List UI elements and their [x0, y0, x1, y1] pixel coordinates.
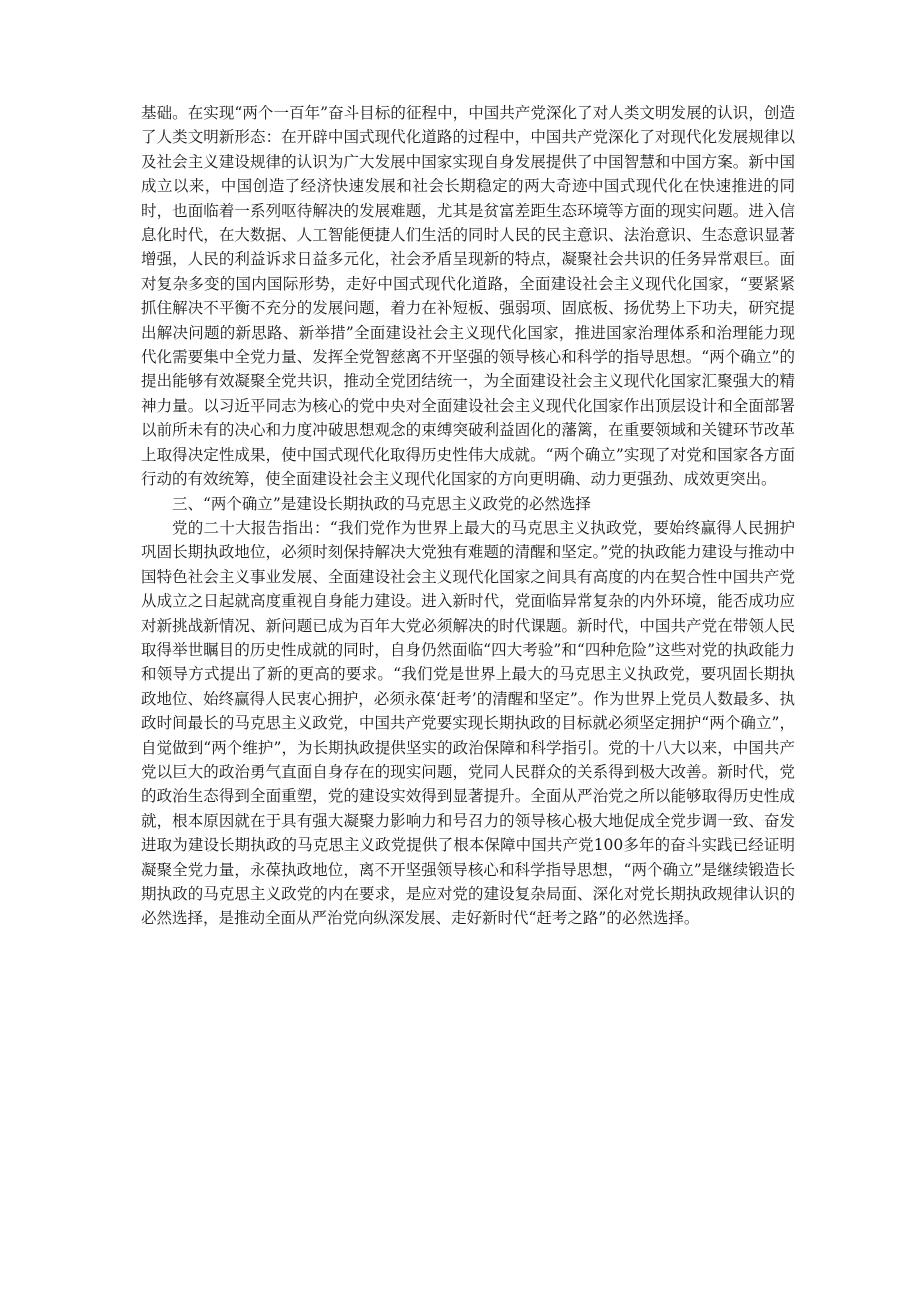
body-paragraph: 党的二十大报告指出：“我们党作为世界上最大的马克思主义执政党，要始终赢得人民拥护巩固长期执政地位，必须时刻保持解决大党独有难题的清醒和坚定。”党的执政能力建设与推动中国特色社会主义事业发展、全面建设社会主义现代化国家之间具有高度的内在契合性中国共产党从成立之日起就高度重视自身能力建设。进入新时代，党面临异常复杂的内外环境，能否成功应对新挑战新情况、新问题已成为百年大党必须解决的时代课题。新时代，中国共产党在带领人民取得举世瞩目的历史性成就的同时，自身仍然面临“四大考验”和“四种危险”这些对党的执政能力和领导方式提出了新的更高的要求。“我们党是世界上最大的马克思主义执政党，要巩固长期执政地位、始终赢得人民衷心拥护，必须永葆‘赶考’的清醒和坚定”。作为世界上党员人数最多、执政时间最长的马克思主义政党，中国共产党要实现长期执政的目标就必须坚定拥护“两个确立”，自觉做到“两个维护”，为长期执政提供坚实的政治保障和科学指引。党的十八大以来，中国共产党以巨大的政治勇气直面自身存在的现实问题，党同人民群众的关系得到极大改善。新时代，党的政治生态得到全面重塑，党的建设实效得到显著提升。全面从严治党之所以能够取得历史性成就，根本原因就在于具有强大凝聚力影响力和号召力的领导核心极大地促成全党步调一致、奋发进取为建设长期执政的马克思主义政党提供了根本保障中国共产党100多年的奋斗实践已经证明凝聚全党力量，永葆执政地位，离不开坚强领导核心和科学指导思想，“两个确立”是继续锻造长期执政的马克思主义政党的内在要求，是应对党的建设复杂局面、深化对党长期执政规律认识的必然选择，是推动全面从严治党向纵深发展、走好新时代“赶考之路”的必然选择。: [141, 518, 795, 928]
document-body: [141, 101, 795, 931]
section-heading: 三、“两个确立”是建设长期执政的马克思主义政党的必然选择: [172, 494, 591, 513]
body-paragraph: 基础。在实现“两个一百年”奋斗目标的征程中，中国共产党深化了对人类文明发展的认识，创造了人类文明新形态：在开辟中国式现代化道路的过程中，中国共产党深化了对现代化发展规律以及社会主义建设规律的认识为广大发展中国家实现自身发展提供了中国智慧和中国方案。新中国成立以来，中国创造了经济快速发展和社会长期稳定的两大奇迹中国式现代化在快速推进的同时，也面临着一系列呕待解决的发展难题，尤其是贫富差距生态环境等方面的现实问题。进入信息化时代，在大数据、人工智能便捷人们生活的同时人民的民主意识、法治意识、生态意识显著增强，人民的利益诉求日益多元化，社会矛盾呈现新的特点，凝聚社会共识的任务异常艰巨。面对复杂多变的国内国际形势，走好中国式现代化道路，全面建设社会主义现代化国家，“要紧紧抓住解决不平衡不充分的发展问题，着力在补短板、强弱项、固底板、扬优势上下功夫，研究提出解决问题的新思路、新举措”全面建设社会主义现代化国家，推进国家治理体系和治理能力现代化需要集中全党力量、发挥全党智慈离不开坚强的领导核心和科学的指导思想。“两个确立”的提出能够有效凝聚全党共识，推动全党团结统一，为全面建设社会主义现代化国家汇聚强大的精神力量。以习近平同志为核心的党中央对全面建设社会主义现代化国家作出顶层设计和全面部署以前所未有的决心和力度冲破思想观念的束缚突破利益固化的藩篱，在重要领域和关键环节改革上取得决定性成果，使中国式现代化取得历史性伟大成就。“两个确立”实现了对党和国家各方面行动的有效统筹，使全面建设社会主义现代化国家的方向更明确、动力更强劲、成效更突出。: [141, 104, 795, 489]
